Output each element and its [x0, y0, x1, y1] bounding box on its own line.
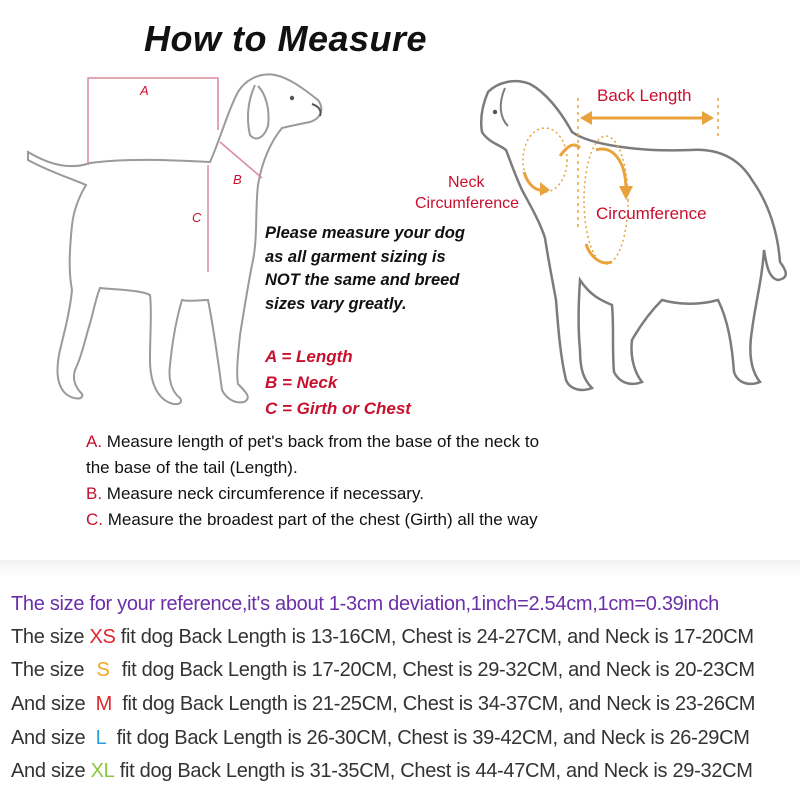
size-label: S: [96, 659, 110, 681]
size-reference-note: The size for your reference,it's about 1-3cm deviation,1inch=2.54cm,1cm=0.39inch: [11, 593, 719, 615]
instruction-text: Measure length of pet's back from the base of the neck to: [102, 432, 540, 451]
length-marker-a: [88, 78, 218, 165]
size-row-prefix: And size: [11, 760, 91, 782]
instruction-letter: A.: [86, 432, 103, 451]
instruction-text: the base of the tail (Length).: [86, 458, 298, 477]
instruction-line: [86, 507, 539, 533]
chest-ring: [584, 136, 628, 264]
size-row-text: fit dog Back Length is 13-16CM, Chest is 24-27CM, and Neck is 17-20CM: [115, 626, 754, 648]
circumference-label: Circumference: [596, 204, 707, 223]
note-line: Please measure your dog: [265, 224, 465, 242]
size-row-text: fit dog Back Length is 21-25CM, Chest is 34-37CM, and Neck is 23-26CM: [116, 693, 756, 715]
size-row-prefix: The size: [11, 626, 90, 648]
instruction-line: [86, 481, 539, 507]
size-label: M: [95, 693, 112, 715]
size-label: L: [95, 727, 107, 749]
size-row-prefix: And size: [11, 727, 91, 749]
size-row-s: [11, 659, 755, 682]
size-row-text: fit dog Back Length is 17-20CM, Chest is 29-32CM, and Neck is 20-23CM: [116, 659, 755, 681]
neck-label-line1: Neck: [448, 174, 485, 191]
size-label: XS: [89, 626, 116, 648]
size-row-xl: [11, 760, 753, 783]
measurement-legend: [265, 344, 411, 422]
instruction-letter: B.: [86, 484, 103, 503]
instruction-line: [86, 429, 539, 455]
size-row-m: [11, 693, 755, 716]
size-label: XL: [90, 760, 115, 782]
instruction-letter: C.: [86, 510, 103, 529]
legend-item: C = Girth or Chest: [265, 399, 411, 418]
measurement-instructions: [86, 429, 539, 533]
note-line: NOT the same and breed: [265, 271, 460, 289]
section-divider: [0, 560, 800, 578]
note-line: sizes vary greatly.: [265, 294, 407, 313]
size-row-xs: [11, 626, 754, 649]
legend-item: B = Neck: [265, 373, 338, 392]
right-dog-outline: [481, 81, 786, 390]
size-row-prefix: The size: [11, 659, 90, 681]
instruction-text: Measure the broadest part of the chest (Girth) all the way: [103, 510, 538, 529]
back-length-label: Back Length: [597, 86, 692, 105]
label-a: A: [140, 83, 149, 98]
instruction-text: Measure neck circumference if necessary.: [102, 484, 424, 503]
label-b: B: [233, 172, 242, 187]
page-title: How to Measure: [144, 18, 428, 59]
size-row-text: fit dog Back Length is 26-30CM, Chest is 39-42CM, and Neck is 26-29CM: [111, 727, 750, 749]
size-row-text: fit dog Back Length is 31-35CM, Chest is 44-47CM, and Neck is 29-32CM: [114, 760, 753, 782]
note-line: as all garment sizing is: [265, 247, 446, 266]
measure-note: [265, 222, 465, 316]
label-c: C: [192, 210, 202, 225]
neck-label-line2: Circumference: [415, 195, 520, 212]
size-row-prefix: And size: [11, 693, 91, 715]
size-row-l: [11, 727, 750, 750]
instruction-line: [86, 455, 539, 481]
right-dog-illustration: [481, 81, 786, 390]
legend-item: A = Length: [265, 347, 353, 366]
